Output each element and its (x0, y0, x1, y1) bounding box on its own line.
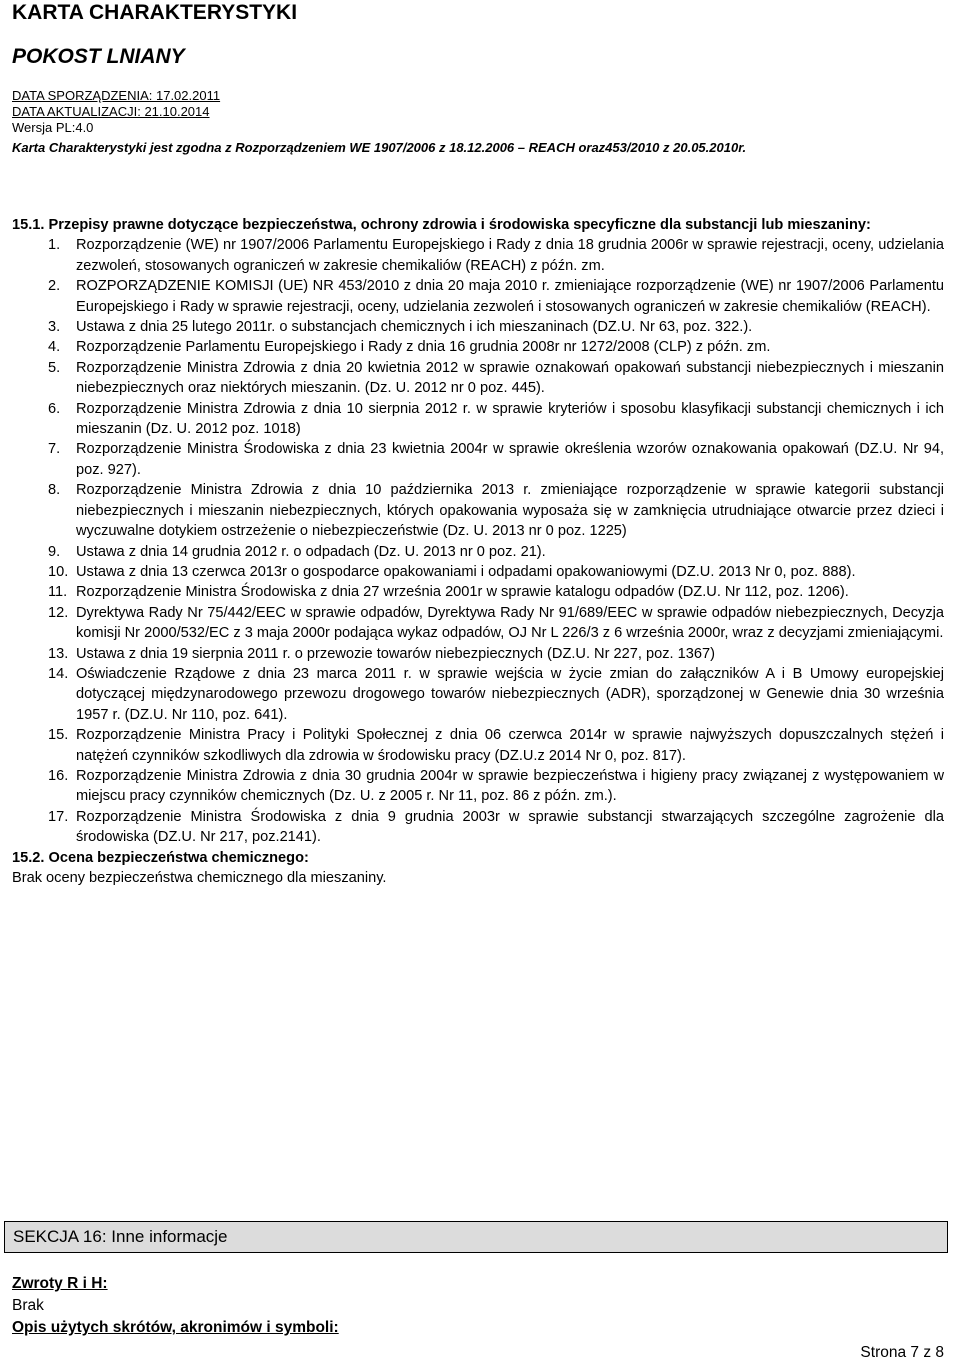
list-item-number: 5. (48, 359, 61, 376)
section-15-2-heading: 15.2. Ocena bezpieczeństwa chemicznego: (12, 849, 309, 866)
list-item (12, 480, 944, 541)
page-number: Strona 7 z 8 (860, 1344, 944, 1361)
list-item-text: Rozporządzenie Ministra Zdrowia z dnia 30 grudnia 2004r w sprawie bezpieczeństwa i higieny pracy związanej z występowaniem w miejscu pracy czynników chemicznych (Dz. U. z 2005 r. Nr 11, poz. 86 z późn. zm.). (76, 767, 944, 805)
list-item (12, 664, 944, 725)
version: Wersja PL:4.0 (12, 120, 94, 135)
list-item-text: Rozporządzenie Parlamentu Europejskiego i Rady z dnia 16 grudnia 2008r nr 1272/2008 (CLP) z późn. zm. (76, 339, 771, 356)
date-created: DATA SPORZĄDZENIA: 17.02.2011 (12, 88, 221, 103)
list-item (12, 337, 944, 357)
list-item-number: 14. (48, 665, 69, 682)
list-item (12, 439, 944, 480)
list-item-text: Ustawa z dnia 19 sierpnia 2011 r. o przewozie towarów niebezpiecznych (DZ.U. Nr 227, poz. 1367) (76, 645, 715, 662)
list-item (12, 399, 944, 440)
reach-compliance-note: Karta Charakterystyki jest zgodna z Rozporządzeniem WE 1907/2006 z 18.12.2006 – REACH oraz453/2010 z 20.05.2010r. (12, 140, 747, 155)
list-item (12, 582, 944, 602)
list-item-number: 2. (48, 278, 61, 295)
r-h-phrases-value: Brak (12, 1297, 44, 1314)
list-item-text: Rozporządzenie Ministra Środowiska z dnia 23 kwietnia 2004r w sprawie określenia wzorów oznakowania opakowań (DZ.U. Nr 94, poz. 927). (76, 441, 944, 478)
list-item-text: Rozporządzenie Ministra Środowiska z dnia 27 września 2001r w sprawie katalogu odpadów (DZ.U. Nr 112, poz. 1206). (76, 584, 849, 601)
date-updated: DATA AKTUALIZACJI: 21.10.2014 (12, 104, 210, 119)
section-16-title: SEKCJA 16: Inne informacje (13, 1227, 228, 1246)
section-15-1-heading: 15.1. Przepisy prawne dotyczące bezpieczeństwa, ochrony zdrowia i środowiska specyficzne dla substancji lub mieszaniny: (12, 217, 871, 233)
list-item (12, 317, 944, 337)
list-item-number: 17. (48, 808, 69, 825)
list-item-text: Ustawa z dnia 14 grudnia 2012 r. o odpadach (Dz. U. 2013 nr 0 poz. 21). (76, 543, 546, 560)
list-item-number: 4. (48, 339, 61, 356)
list-item (12, 562, 944, 582)
list-item (12, 725, 944, 766)
list-item (12, 358, 944, 399)
list-item-text: Rozporządzenie (WE) nr 1907/2006 Parlamentu Europejskiego i Rady z dnia 18 grudnia 2006r w sprawie rejestracji, oceny, udzielania zezwoleń, stosowanych ograniczeń w zakresie chemikaliów (REACH) z późn. zm. (76, 237, 944, 274)
list-item (12, 807, 944, 848)
list-item-number: 7. (48, 441, 61, 458)
abbreviations-label: Opis użytych skrótów, akronimów i symboli: (12, 1319, 339, 1336)
list-item-text: Ustawa z dnia 13 czerwca 2013r o gospodarce opakowaniami i odpadami opakowaniowymi (DZ.U. 2013 Nr 0, poz. 888). (76, 563, 856, 580)
product-name: POKOST LNIANY (12, 45, 185, 68)
document-title: KARTA CHARAKTERYSTYKI (12, 1, 298, 24)
list-item-number: 15. (48, 727, 69, 744)
list-item (12, 766, 944, 807)
r-h-phrases-label: Zwroty R i H: (12, 1275, 108, 1292)
list-item-text: Oświadczenie Rządowe z dnia 23 marca 2011 r. w sprawie wejścia w życie zmian do załączników A i B Umowy europejskiej dotyczącej międzynarodowego przewozu drogowego towarów niebezpiecznych (ADR), sporządzonej w Genewie dnia 30 września 1957 r. (DZ.U. Nr 110, poz. 641). (76, 665, 944, 723)
list-item-number: 8. (48, 482, 61, 499)
list-item-number: 1. (48, 237, 61, 254)
list-item (12, 542, 944, 562)
list-item-number: 3. (48, 319, 61, 336)
list-item-number: 11. (48, 584, 68, 601)
list-item-number: 10. (48, 563, 69, 580)
section-15-2-text: Brak oceny bezpieczeństwa chemicznego dla mieszaniny. (12, 870, 387, 886)
list-item-text: Rozporządzenie Ministra Pracy i Polityki Społecznej z dnia 06 czerwca 2014r w sprawie najwyższych dopuszczalnych stężeń i natężeń czynników szkodliwych dla zdrowia w środowisku pracy (DZ.U.z 2014 Nr 0, poz. 817). (76, 727, 944, 764)
list-item-number: 12. (48, 604, 69, 621)
section-16-header (4, 1221, 948, 1253)
list-item (12, 644, 944, 664)
list-item-text: Rozporządzenie Ministra Zdrowia z dnia 10 sierpnia 2012 r. w sprawie kryteriów i sposobu klasyfikacji substancji chemicznych i ich mieszanin (Dz. U. 2012 poz. 1018) (76, 400, 944, 438)
list-item-number: 13. (48, 645, 69, 662)
list-item-text: Rozporządzenie Ministra Zdrowia z dnia 20 kwietnia 2012 w sprawie oznakowań opakowań substancji niebezpiecznych i mieszanin niebezpiecznych oraz niektórych mieszanin. (Dz. U. 2012 nr 0 poz. 445). (76, 359, 944, 397)
list-item-text: Ustawa z dnia 25 lutego 2011r. o substancjach chemicznych i ich mieszaninach (DZ.U. Nr 63, poz. 322.). (76, 319, 753, 336)
list-item-text: Rozporządzenie Ministra Środowiska z dnia 9 grudnia 2003r w sprawie substancji stwarzających szczególne zagrożenie dla środowiska (DZ.U. Nr 217, poz.2141). (76, 808, 944, 846)
list-item (12, 235, 944, 276)
list-item-number: 9. (48, 543, 61, 560)
list-item (12, 603, 944, 644)
list-item-text: Rozporządzenie Ministra Zdrowia z dnia 10 października 2013 r. zmieniające rozporządzenie w sprawie kategorii substancji niebezpiecznych i mieszanin niebezpiecznych, których opakowania wyposaża się w zamknięcia utrudniające otwarcie przez dzieci i wyczuwalne dotykiem ostrzeżenie o niebezpieczeństwie (Dz. U. 2013 nr 0 poz. 1225) (76, 482, 944, 540)
list-item-text: Dyrektywa Rady Nr 75/442/EEC w sprawie odpadów, Dyrektywa Rady Nr 91/689/EEC w sprawie odpadów niebezpiecznych, Decyzja komisji Nr 2000/532/EC z 3 maja 2000r podająca wykaz odpadów, OJ Nr L 226/3 z 6 września 2000r, wraz z decyzjami zmieniającymi. (76, 604, 944, 642)
regulation-list (12, 235, 944, 847)
list-item-number: 16. (48, 767, 69, 784)
main-content (12, 215, 944, 888)
list-item (12, 276, 944, 317)
list-item-number: 6. (48, 400, 61, 417)
list-item-text: ROZPORZĄDZENIE KOMISJI (UE) NR 453/2010 z dnia 20 maja 2010 r. zmieniające rozporządzenie (WE) nr 1907/2006 Parlamentu Europejskiego i Rady w sprawie rejestracji, oceny, udzielania zezwoleń i stosowanych ograniczeń w zakresie chemikaliów (REACH). (76, 278, 944, 315)
